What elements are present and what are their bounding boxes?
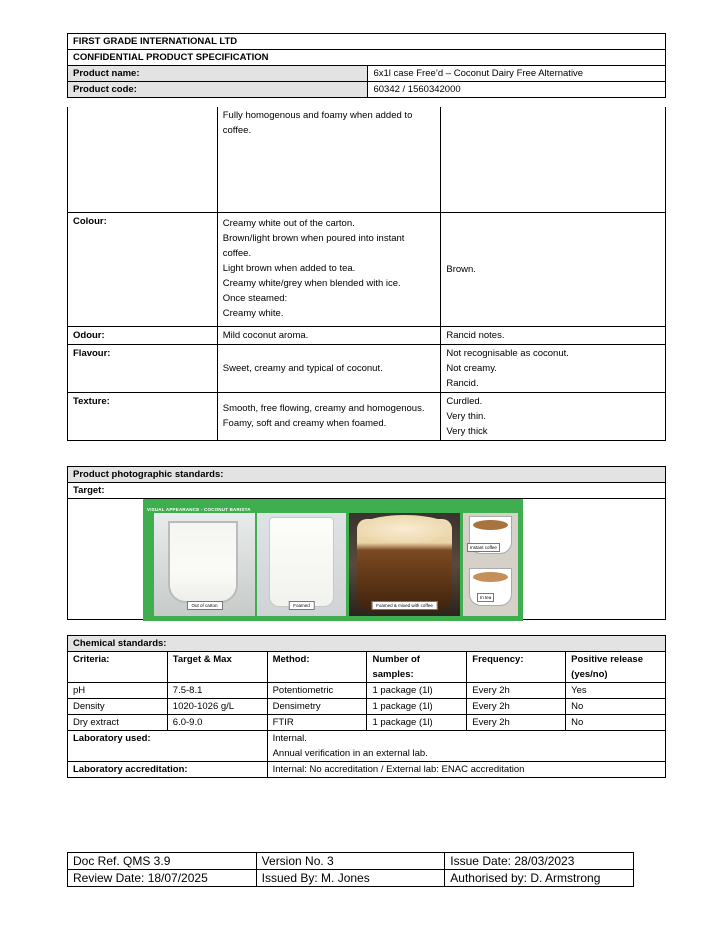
flavour-reject-line: Rancid. bbox=[446, 377, 479, 389]
table-row bbox=[68, 683, 666, 699]
cell: pH bbox=[68, 683, 168, 699]
photo-cell bbox=[68, 499, 666, 620]
texture-reject-cell bbox=[441, 392, 666, 440]
header-positive-release: Positive release (yes/no) bbox=[566, 652, 666, 683]
cell: Potentiometric bbox=[267, 683, 367, 699]
review-date: Review Date: 18/07/2025 bbox=[68, 870, 257, 887]
product-code-label: Product code: bbox=[68, 82, 368, 98]
caption-instant: Instant coffee bbox=[467, 543, 500, 552]
product-name-label: Product name: bbox=[68, 66, 368, 82]
cell: No bbox=[566, 699, 666, 715]
cell: 1 package (1l) bbox=[367, 699, 467, 715]
continued-criteria-cell bbox=[68, 107, 218, 212]
visual-appearance-panel bbox=[143, 499, 523, 621]
panel-title: VISUAL APPEARANCE - COCONUT BARISTA bbox=[147, 507, 251, 512]
caption-foamed: Foamed bbox=[288, 601, 315, 610]
sensory-table bbox=[67, 107, 666, 441]
colour-target-line: Creamy white. bbox=[222, 307, 284, 319]
document-type: CONFIDENTIAL PRODUCT SPECIFICATION bbox=[68, 50, 666, 66]
issued-by: Issued By: M. Jones bbox=[256, 870, 445, 887]
photo-section-title: Product photographic standards: bbox=[68, 467, 666, 483]
product-code-value: 60342 / 1560342000 bbox=[368, 82, 666, 98]
header-target: Target & Max bbox=[167, 652, 267, 683]
issue-date: Issue Date: 28/03/2023 bbox=[445, 853, 634, 870]
colour-target-cell bbox=[217, 212, 441, 326]
colour-reject-line: Brown. bbox=[446, 263, 476, 275]
glass-icon bbox=[269, 517, 334, 607]
photo-foamed-coffee bbox=[349, 513, 460, 616]
cell: Yes bbox=[566, 683, 666, 699]
flavour-reject-cell bbox=[441, 344, 666, 392]
chemical-section-title: Chemical standards: bbox=[68, 636, 666, 652]
texture-target-line: Smooth, free flowing, creamy and homogenous. bbox=[222, 403, 425, 414]
header-criteria: Criteria: bbox=[68, 652, 168, 683]
cell: Every 2h bbox=[467, 683, 566, 699]
cell: 1020-1026 g/L bbox=[167, 699, 267, 715]
colour-target-line: Creamy white out of the carton. bbox=[222, 217, 355, 229]
continued-target-line: coffee. bbox=[222, 125, 252, 136]
continued-target-line: Fully homogenous and foamy when added to bbox=[222, 110, 413, 121]
lab-used-line: Internal. bbox=[272, 733, 307, 744]
authorised-by: Authorised by: D. Armstrong bbox=[445, 870, 634, 887]
flavour-reject-line: Not recognisable as coconut. bbox=[446, 347, 569, 359]
header-frequency: Frequency: bbox=[467, 652, 566, 683]
cell: 1 package (1l) bbox=[367, 683, 467, 699]
glass-icon bbox=[168, 521, 238, 603]
odour-label: Odour: bbox=[68, 326, 218, 344]
chemical-standards-table bbox=[67, 635, 666, 778]
cell: 6.0-9.0 bbox=[167, 715, 267, 731]
table-row bbox=[68, 699, 666, 715]
flavour-reject-line: Not creamy. bbox=[446, 362, 497, 374]
header-samples: Number of samples: bbox=[367, 652, 467, 683]
table-row bbox=[68, 715, 666, 731]
colour-target-line: Creamy white/grey when blended with ice. bbox=[222, 277, 401, 289]
doc-ref: Doc Ref. QMS 3.9 bbox=[68, 853, 257, 870]
colour-label: Colour: bbox=[68, 212, 218, 326]
foam-icon bbox=[357, 515, 452, 543]
cell: 1 package (1l) bbox=[367, 715, 467, 731]
cell: Every 2h bbox=[467, 699, 566, 715]
photo-foamed bbox=[257, 513, 346, 616]
lab-accreditation-value: Internal: No accreditation / External lab: ENAC accreditation bbox=[267, 762, 665, 778]
header-method: Method: bbox=[267, 652, 367, 683]
header-table bbox=[67, 33, 666, 98]
colour-reject-cell bbox=[441, 212, 666, 326]
lab-used-value bbox=[267, 731, 665, 762]
colour-target-line: Light brown when added to tea. bbox=[222, 262, 356, 274]
texture-target-line: Foamy, soft and creamy when foamed. bbox=[222, 418, 387, 429]
photo-target-label: Target: bbox=[68, 483, 666, 499]
texture-target-cell bbox=[217, 392, 441, 440]
photo-standards-table bbox=[67, 466, 666, 620]
cell: FTIR bbox=[267, 715, 367, 731]
texture-reject-line: Curdled. bbox=[446, 395, 483, 407]
flavour-label: Flavour: bbox=[68, 344, 218, 392]
photo-cups bbox=[463, 513, 518, 616]
version-no: Version No. 3 bbox=[256, 853, 445, 870]
odour-target: Mild coconut aroma. bbox=[217, 326, 441, 344]
lab-accreditation-label: Laboratory accreditation: bbox=[68, 762, 268, 778]
texture-reject-line: Very thick bbox=[446, 425, 488, 437]
caption-coffee: Foamed & mixed with coffee bbox=[371, 601, 438, 610]
odour-reject: Rancid notes. bbox=[441, 326, 666, 344]
colour-target-line: Brown/light brown when poured into instant bbox=[222, 232, 405, 244]
flavour-target: Sweet, creamy and typical of coconut. bbox=[217, 344, 441, 392]
footer-table bbox=[67, 852, 634, 887]
texture-reject-line: Very thin. bbox=[446, 410, 486, 422]
company-name: FIRST GRADE INTERNATIONAL LTD bbox=[68, 34, 666, 50]
cell: 7.5-8.1 bbox=[167, 683, 267, 699]
texture-label: Texture: bbox=[68, 392, 218, 440]
colour-target-line: coffee. bbox=[222, 247, 252, 259]
lab-used-line: Annual verification in an external lab. bbox=[272, 748, 428, 759]
colour-target-line: Once steamed: bbox=[222, 292, 288, 304]
cell: Dry extract bbox=[68, 715, 168, 731]
product-name-value: 6x1l case Free’d – Coconut Dairy Free Alternative bbox=[368, 66, 666, 82]
cell: No bbox=[566, 715, 666, 731]
continued-target-cell bbox=[217, 107, 441, 212]
photo-out-of-carton bbox=[154, 513, 255, 616]
lab-used-label: Laboratory used: bbox=[68, 731, 268, 762]
continued-reject-cell bbox=[441, 107, 666, 212]
cell: Density bbox=[68, 699, 168, 715]
caption-carton: Out of carton bbox=[186, 601, 222, 610]
cell: Every 2h bbox=[467, 715, 566, 731]
caption-tea: In tea bbox=[477, 593, 494, 602]
cell: Densimetry bbox=[267, 699, 367, 715]
